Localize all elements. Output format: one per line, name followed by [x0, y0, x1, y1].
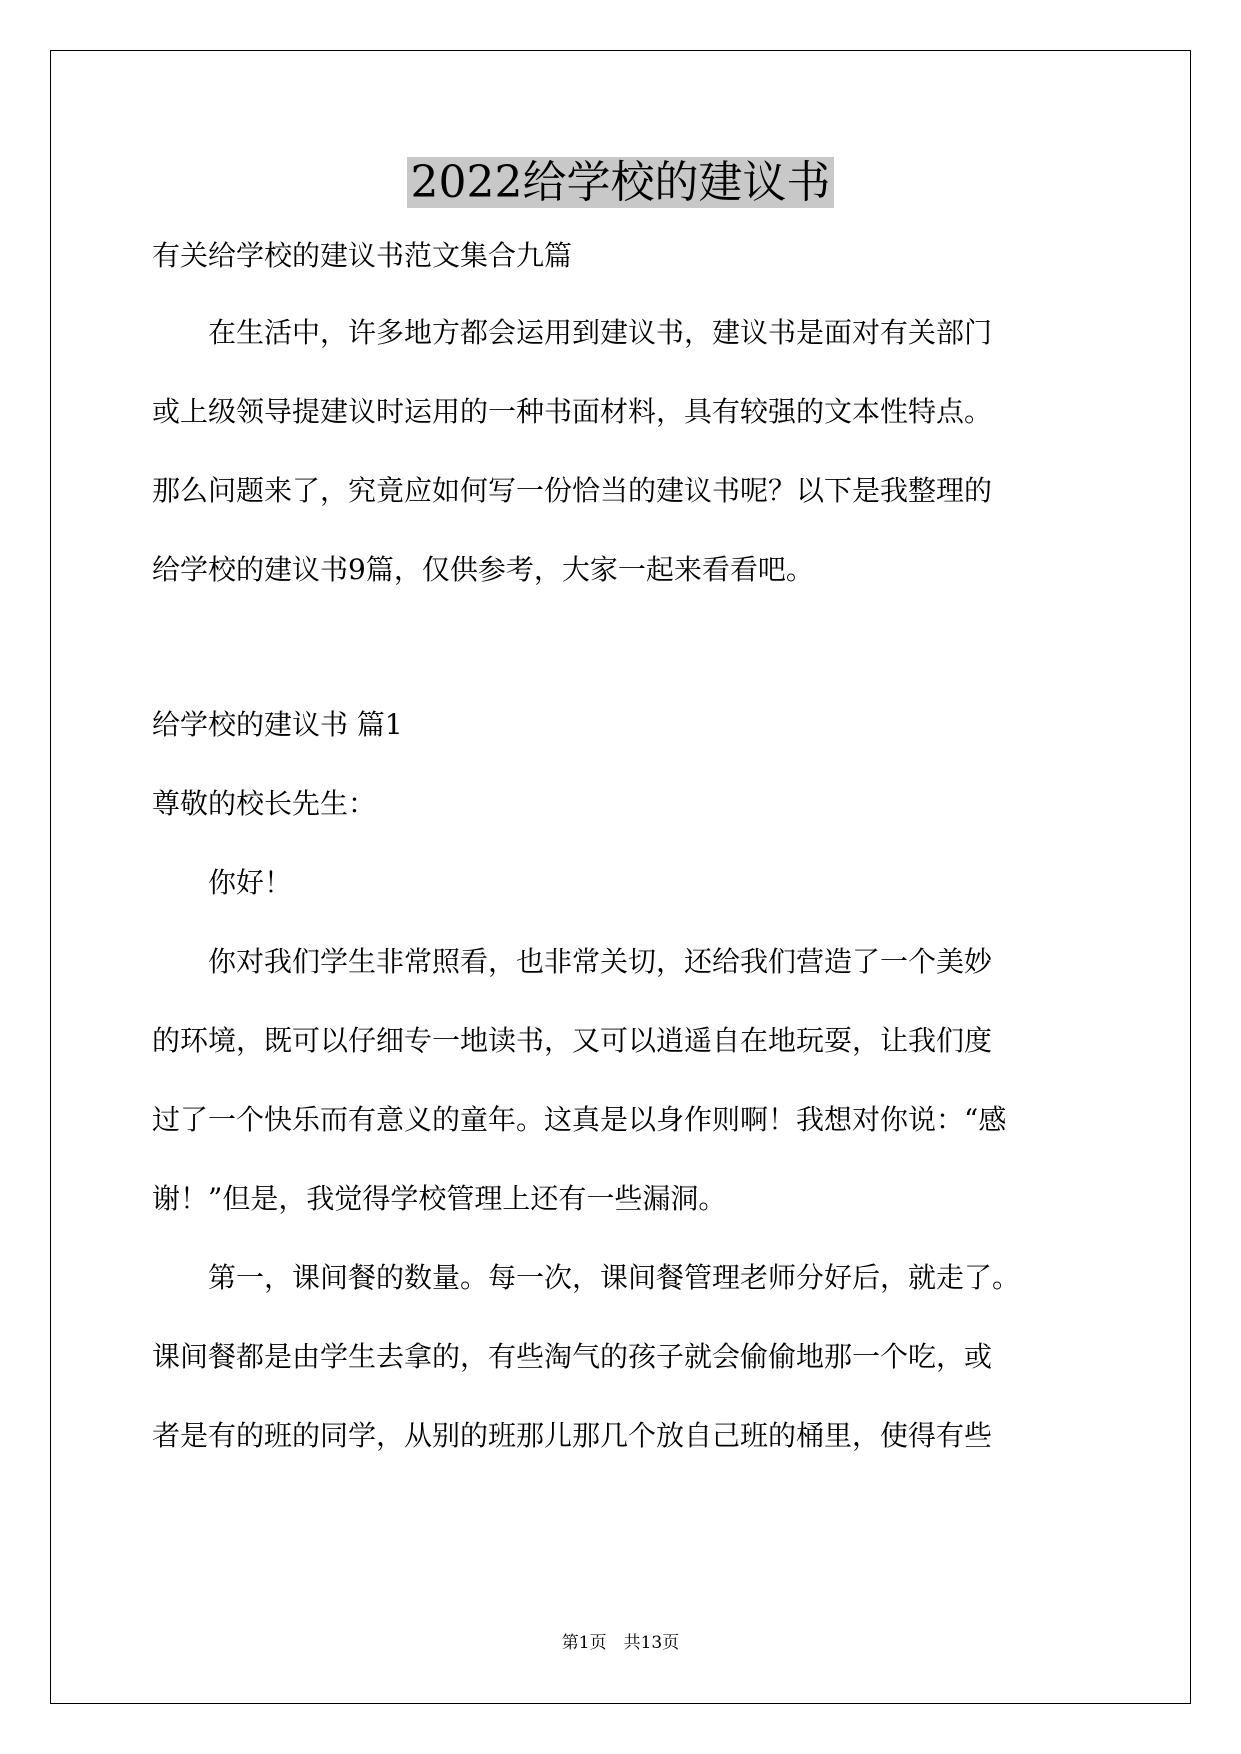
- intro-line-1: 在生活中，许多地方都会运用到建议书，建议书是面对有关部门: [152, 316, 993, 349]
- body-line-3: 过了一个快乐而有意义的童年。这真是以身作则啊！我想对你说：“感: [152, 1103, 1007, 1136]
- intro-line-2: 或上级领导提建议时运用的一种书面材料，具有较强的文本性特点。: [152, 395, 993, 428]
- body-line-4: 谢！”但是，我觉得学校管理上还有一些漏洞。: [152, 1182, 727, 1215]
- body-line-7: 者是有的班的同学，从别的班那儿那几个放自己班的桶里，使得有些: [152, 1419, 993, 1452]
- body-line-5: 第一，课间餐的数量。每一次，课间餐管理老师分好后，就走了。: [152, 1261, 1021, 1294]
- intro-line-3: 那么问题来了，究竟应如何写一份恰当的建议书呢？以下是我整理的: [152, 474, 993, 507]
- document-title: [0, 150, 1241, 216]
- salutation: 尊敬的校长先生：: [152, 787, 377, 820]
- intro-line-4: 给学校的建议书9篇，仅供参考，大家一起来看看吧。: [152, 553, 814, 586]
- section-heading: 给学校的建议书 篇1: [152, 708, 403, 741]
- body-line-1: 你对我们学生非常照看，也非常关切，还给我们营造了一个美妙: [152, 945, 993, 978]
- document-title-text: 2022给学校的建议书: [407, 157, 835, 208]
- greeting: 你好！: [152, 866, 293, 899]
- body-line-6: 课间餐都是由学生去拿的，有些淘气的孩子就会偷偷地那一个吃，或: [152, 1340, 993, 1373]
- page-footer: 第1页 共13页: [561, 1633, 680, 1653]
- subtitle: 有关给学校的建议书范文集合九篇: [152, 239, 573, 272]
- body-line-2: 的环境，既可以仔细专一地读书，又可以逍遥自在地玩耍，让我们度: [152, 1024, 993, 1057]
